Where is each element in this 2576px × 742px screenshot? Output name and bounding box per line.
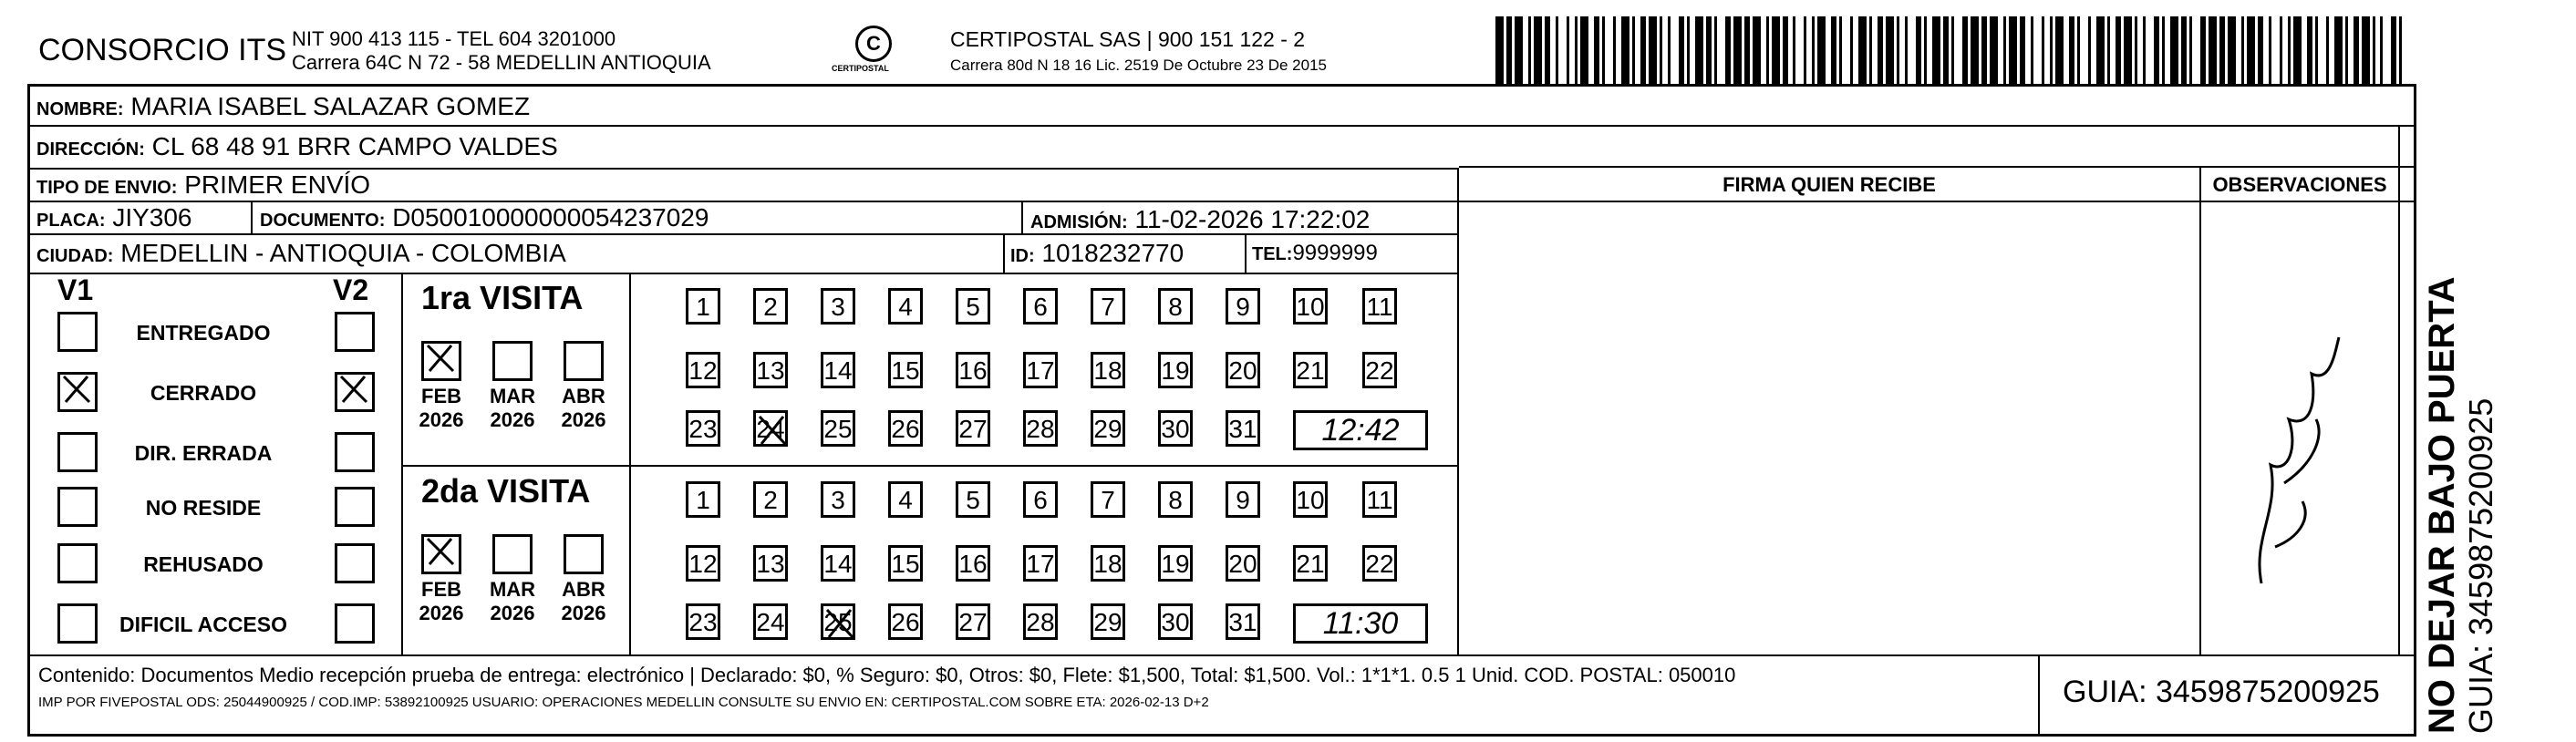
row-divider — [30, 273, 1459, 274]
month-label: ABR — [562, 578, 605, 601]
barcode-bar — [2170, 16, 2178, 84]
month-label: MAR — [489, 385, 536, 407]
id-label: ID: — [1010, 246, 1035, 266]
day-box[interactable]: 21 — [1293, 352, 1328, 388]
barcode-bar — [1908, 16, 1916, 84]
barcode-bar — [2362, 16, 2370, 84]
barcode-bar — [2033, 16, 2042, 84]
day-box[interactable]: 10 — [1293, 481, 1328, 518]
month-checkbox[interactable] — [564, 534, 604, 574]
day-box[interactable]: 19 — [1158, 352, 1193, 388]
day-box[interactable]: 8 — [1158, 288, 1193, 325]
firma-label: FIRMA QUIEN RECIBE — [1723, 173, 1936, 196]
status-v2-checkbox[interactable] — [335, 487, 375, 527]
day-box[interactable]: 25 — [821, 603, 855, 640]
ciudad-label: CIUDAD: — [36, 246, 114, 266]
month-label: MAR — [489, 578, 536, 601]
day-box[interactable]: 11 — [1362, 481, 1397, 518]
barcode-bar — [2334, 16, 2343, 84]
status-v1-checkbox[interactable] — [57, 543, 98, 583]
barcode-bar — [2209, 16, 2217, 84]
day-box[interactable]: 3 — [821, 288, 855, 325]
year-label: 2026 — [419, 602, 464, 624]
barcode-bar — [2383, 16, 2391, 84]
day-box[interactable]: 28 — [1023, 410, 1058, 447]
barcode-bar — [2247, 16, 2255, 84]
day-box[interactable]: 22 — [1362, 545, 1397, 582]
month-checkbox[interactable] — [421, 341, 461, 381]
placa-field — [36, 203, 192, 232]
day-box[interactable]: 16 — [956, 545, 990, 582]
day-box[interactable]: 29 — [1091, 603, 1125, 640]
day-box[interactable]: 4 — [888, 288, 923, 325]
day-box[interactable]: 14 — [821, 545, 855, 582]
visit-time-box[interactable]: 11:30 — [1293, 603, 1428, 644]
day-box[interactable]: 6 — [1023, 288, 1058, 325]
month-checkbox[interactable] — [421, 534, 461, 574]
col-divider — [2199, 168, 2201, 654]
footer-content: Contenido: Documentos Medio recepción prueba de entrega: electrónico | Declarado: $0, % Seguro: $0, Otros: $0, Flete: $1,500, Total: $1,500. Vol.: 1*1*1. 0.5 1 Unid. COD. POSTAL: 050010 — [38, 664, 1736, 686]
day-box[interactable]: 1 — [686, 288, 720, 325]
status-v1-checkbox[interactable] — [57, 603, 98, 644]
day-box[interactable]: 22 — [1362, 352, 1397, 388]
barcode-bar — [1858, 16, 1867, 84]
status-label: NO RESIDE — [145, 496, 262, 520]
day-box[interactable]: 26 — [888, 603, 923, 640]
barcode-bar — [1733, 16, 1742, 84]
month-label: FEB — [421, 578, 461, 601]
barcode-bar — [1753, 16, 1761, 84]
col-divider — [1245, 233, 1247, 273]
status-v1-checkbox[interactable] — [57, 432, 98, 472]
day-box[interactable]: 3 — [821, 481, 855, 518]
day-box[interactable]: 12 — [686, 352, 720, 388]
status-v1-checkbox[interactable] — [57, 372, 98, 412]
status-label: CERRADO — [150, 381, 257, 405]
day-box[interactable]: 1 — [686, 481, 720, 518]
day-box[interactable]: 13 — [753, 545, 788, 582]
status-label: REHUSADO — [143, 552, 264, 576]
barcode-bar — [1695, 16, 1703, 84]
status-label: DIR. ERRADA — [134, 441, 273, 465]
day-box[interactable]: 24 — [753, 410, 788, 447]
barcode-bar — [1842, 16, 1850, 84]
barcode-bar — [2271, 16, 2280, 84]
observation-signature-icon — [2225, 328, 2362, 602]
barcode-bar — [2096, 16, 2105, 84]
admision-value: 11-02-2026 17:22:02 — [1134, 205, 1371, 233]
v1-label: V1 — [57, 273, 94, 306]
status-v1-checkbox[interactable] — [57, 312, 98, 352]
barcode-bar — [1605, 16, 1613, 84]
col-divider — [1021, 201, 1023, 233]
barcode-bar — [1932, 16, 1940, 84]
visit-title: 1ra VISITA — [421, 279, 584, 316]
tipo-label: TIPO DE ENVIO: — [36, 178, 178, 198]
day-box[interactable]: 31 — [1226, 410, 1260, 447]
company-nit: NIT 900 413 115 - TEL 604 3201000 — [292, 27, 616, 50]
barcode-bar — [1817, 16, 1826, 84]
logo-text: CERTIPOSTAL — [832, 64, 889, 73]
barcode-bar — [1671, 16, 1679, 84]
day-box[interactable]: 14 — [821, 352, 855, 388]
day-box[interactable]: 2 — [753, 481, 788, 518]
day-box[interactable]: 30 — [1158, 603, 1193, 640]
barcode-bar — [2080, 16, 2088, 84]
footer-imp: IMP POR FIVEPOSTAL ODS: 25044900925 / COD.IMP: 53892100925 USUARIO: OPERACIONES MEDELLIN CONSULTE SU ENVIO EN: CERTIPOSTAL.COM SOBRE ETA: 2026-02-13 D+2 — [38, 695, 1209, 710]
day-box[interactable]: 20 — [1226, 545, 1260, 582]
day-box[interactable]: 31 — [1226, 603, 1260, 640]
day-box[interactable]: 24 — [753, 603, 788, 640]
row-divider — [30, 654, 2416, 656]
col-divider — [1003, 233, 1005, 273]
col-divider — [401, 273, 403, 654]
barcode-bar — [1886, 16, 1894, 84]
barcode — [1495, 16, 2407, 84]
barcode-bar — [2055, 16, 2064, 84]
signature-area[interactable] — [1459, 202, 2199, 654]
day-box[interactable]: 9 — [1226, 481, 1260, 518]
day-box[interactable]: 26 — [888, 410, 923, 447]
ciudad-value: MEDELLIN - ANTIOQUIA - COLOMBIA — [120, 239, 566, 267]
status-label: ENTREGADO — [136, 321, 271, 345]
day-box[interactable]: 6 — [1023, 481, 1058, 518]
row-divider — [30, 168, 1459, 170]
observaciones-label: OBSERVACIONES — [2212, 173, 2387, 196]
barcode-bar — [2293, 16, 2302, 84]
barcode-bar — [2124, 16, 2132, 84]
day-box[interactable]: 18 — [1091, 545, 1125, 582]
visit-title: 2da VISITA — [421, 472, 591, 510]
day-box[interactable]: 7 — [1091, 288, 1125, 325]
status-v2-checkbox[interactable] — [335, 372, 375, 412]
company-name: CONSORCIO ITS — [38, 33, 287, 67]
status-v1-checkbox[interactable] — [57, 487, 98, 527]
day-box[interactable]: 20 — [1226, 352, 1260, 388]
day-box[interactable]: 21 — [1293, 545, 1328, 582]
month-checkbox[interactable] — [492, 534, 533, 574]
footer-guia: GUIA: 3459875200925 — [2063, 675, 2380, 709]
month-label: FEB — [421, 385, 461, 407]
status-label: DIFICIL ACCESO — [119, 613, 287, 636]
year-label: 2026 — [561, 602, 606, 624]
status-v2-checkbox[interactable] — [335, 603, 375, 644]
tel-label: TEL: — [1252, 244, 1293, 264]
status-v2-checkbox[interactable] — [335, 432, 375, 472]
certipostal-logo-icon: C — [855, 26, 892, 62]
company-address: Carrera 64C N 72 - 58 MEDELLIN ANTIOQUIA — [292, 51, 711, 74]
col-divider — [629, 273, 631, 654]
carrier-name: CERTIPOSTAL SAS | 900 151 122 - 2 — [950, 27, 1306, 51]
barcode-bar — [1717, 16, 1725, 84]
col-divider — [2398, 125, 2400, 654]
barcode-bar — [1495, 16, 1504, 84]
barcode-bar — [2146, 16, 2154, 84]
direccion-label: DIRECCIÓN: — [36, 139, 145, 160]
barcode-bar — [1971, 16, 1979, 84]
barcode-bar — [1580, 16, 1588, 84]
month-checkbox[interactable] — [492, 341, 533, 381]
barcode-bar — [1558, 16, 1567, 84]
day-box[interactable]: 2 — [753, 288, 788, 325]
barcode-bar — [1954, 16, 1962, 84]
barcode-bar — [1621, 16, 1629, 84]
col-divider — [2038, 654, 2040, 735]
nombre-value: MARIA ISABEL SALAZAR GOMEZ — [130, 92, 531, 120]
day-box[interactable]: 8 — [1158, 481, 1193, 518]
documento-label: DOCUMENTO: — [260, 211, 386, 231]
day-box[interactable]: 11 — [1362, 288, 1397, 325]
barcode-bar — [1990, 16, 1998, 84]
day-box[interactable]: 29 — [1091, 410, 1125, 447]
day-box[interactable]: 23 — [686, 603, 720, 640]
day-box[interactable]: 15 — [888, 352, 923, 388]
day-box[interactable]: 5 — [956, 288, 990, 325]
status-v2-checkbox[interactable] — [335, 312, 375, 352]
row-divider — [30, 125, 2416, 127]
year-label: 2026 — [561, 408, 606, 431]
barcode-bar — [1649, 16, 1657, 84]
barcode-bar — [1795, 16, 1804, 84]
side-notice — [2421, 105, 2499, 734]
documento-value: D050010000000054237029 — [392, 203, 709, 232]
day-box[interactable]: 10 — [1293, 288, 1328, 325]
day-box[interactable]: 9 — [1226, 288, 1260, 325]
nombre-label: NOMBRE: — [36, 99, 124, 119]
day-box[interactable]: 17 — [1023, 545, 1058, 582]
barcode-bar — [2228, 16, 2236, 84]
barcode-bar — [2192, 16, 2200, 84]
year-label: 2026 — [490, 408, 535, 431]
visit-time-box[interactable]: 12:42 — [1293, 410, 1428, 450]
barcode-bar — [1515, 16, 1523, 84]
day-box[interactable]: 27 — [956, 603, 990, 640]
day-box[interactable]: 28 — [1023, 603, 1058, 640]
placa-label: PLACA: — [36, 211, 106, 231]
tel-field — [1252, 241, 1378, 266]
documento-field — [260, 203, 709, 232]
id-value: 1018232770 — [1041, 239, 1185, 267]
placa-value: JIY306 — [112, 203, 192, 232]
day-box[interactable]: 27 — [956, 410, 990, 447]
tel-value: 9999999 — [1292, 241, 1378, 265]
day-box[interactable]: 7 — [1091, 481, 1125, 518]
side-notice-text: NO DEJAR BAJO PUERTA — [2422, 276, 2462, 734]
day-box[interactable]: 17 — [1023, 352, 1058, 388]
id-field — [1010, 239, 1184, 268]
carrier-address: Carrera 80d N 18 16 Lic. 2519 De Octubre 23 De 2015 — [950, 57, 1327, 74]
day-box[interactable]: 4 — [888, 481, 923, 518]
admision-field — [1030, 205, 1370, 234]
day-box[interactable]: 12 — [686, 545, 720, 582]
day-box[interactable]: 30 — [1158, 410, 1193, 447]
tipo-field — [36, 170, 370, 200]
barcode-bar — [2402, 16, 2407, 84]
nombre-field — [36, 92, 530, 121]
admision-label: ADMISIÓN: — [1030, 212, 1128, 232]
day-box[interactable]: 5 — [956, 481, 990, 518]
day-box[interactable]: 19 — [1158, 545, 1193, 582]
col-divider — [251, 201, 253, 233]
ciudad-field — [36, 239, 566, 268]
barcode-bar — [2318, 16, 2326, 84]
day-box[interactable]: 23 — [686, 410, 720, 447]
day-box[interactable]: 16 — [956, 352, 990, 388]
month-checkbox[interactable] — [564, 341, 604, 381]
status-v2-checkbox[interactable] — [335, 543, 375, 583]
v2-label: V2 — [333, 273, 369, 306]
row-divider — [1459, 166, 2416, 168]
day-box[interactable]: 18 — [1091, 352, 1125, 388]
day-box[interactable]: 25 — [821, 410, 855, 447]
barcode-bar — [1772, 16, 1780, 84]
day-box[interactable]: 13 — [753, 352, 788, 388]
month-label: ABR — [562, 385, 605, 407]
row-divider — [401, 465, 1459, 467]
year-label: 2026 — [490, 602, 535, 624]
side-guia: GUIA: 3459875200925 — [2462, 397, 2499, 734]
direccion-field — [36, 132, 558, 161]
year-label: 2026 — [419, 408, 464, 431]
day-box[interactable]: 15 — [888, 545, 923, 582]
tipo-value: PRIMER ENVÍO — [184, 170, 371, 199]
direccion-value: CL 68 48 91 BRR CAMPO VALDES — [151, 132, 558, 160]
barcode-bar — [2009, 16, 2017, 84]
barcode-bar — [1534, 16, 1542, 84]
